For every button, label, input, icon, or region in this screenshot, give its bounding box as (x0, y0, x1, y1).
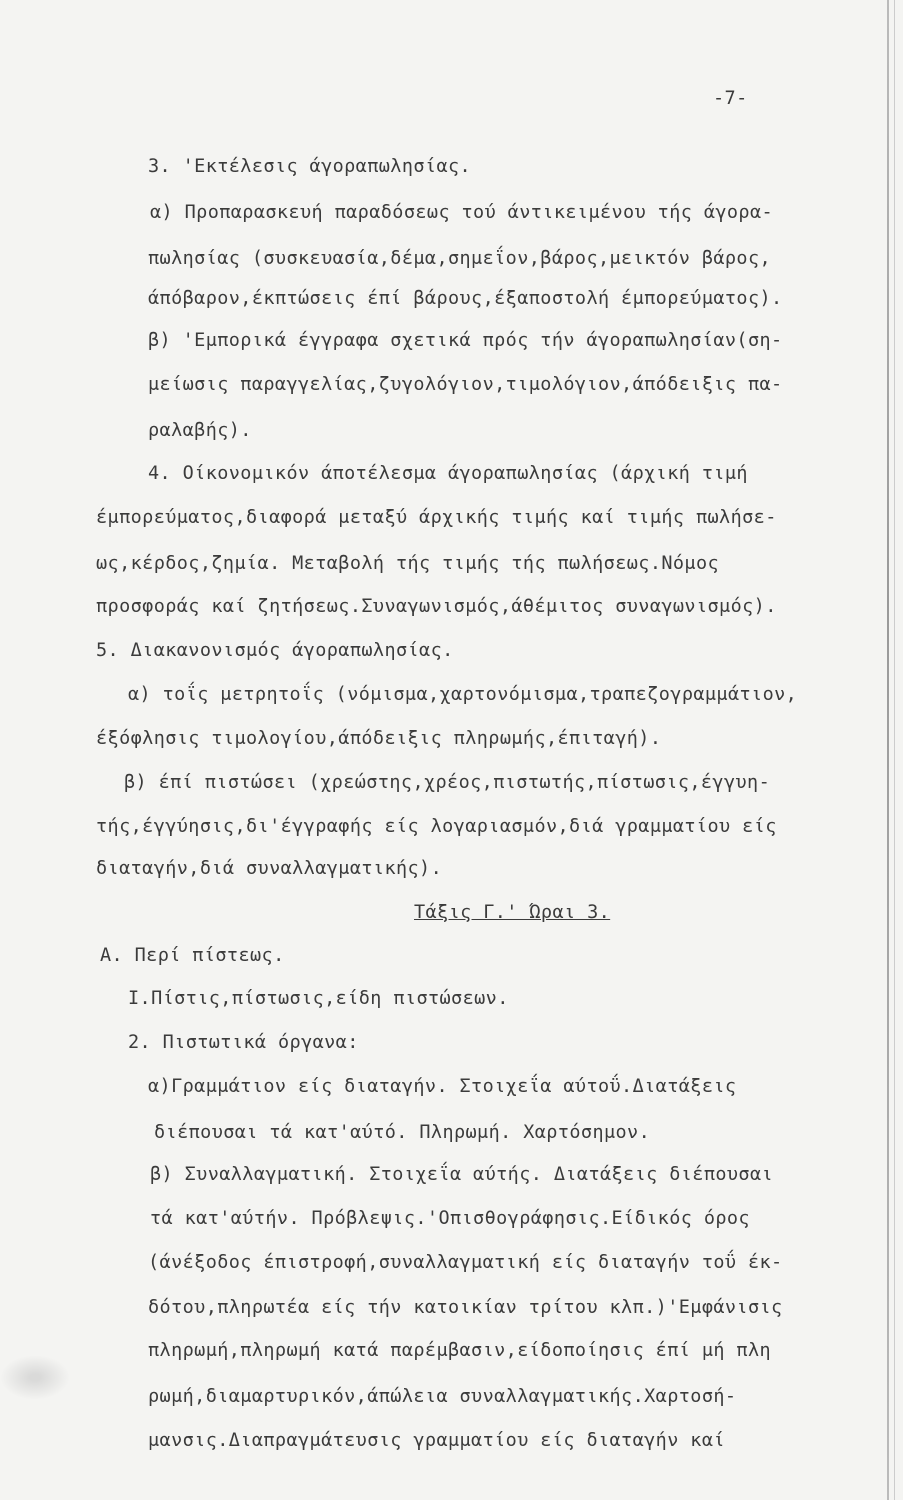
text-line: μείωσις παραγγελίας,ζυγολόγιον,τιμολόγιον,άπόδειξις πα- (148, 374, 783, 395)
text-line: ραλαβής). (148, 420, 252, 441)
text-line: Ι.Πίστις,πίστωσις,είδη πιστώσεων. (128, 988, 509, 1009)
text-line: πληρωμή,πληρωμή κατά παρέμβασιν,είδοποίησις έπί μή πλη (148, 1340, 772, 1361)
section-heading-4: 4. Οίκονομικόν άποτέλεσμα άγοραπωλησίας (άρχική τιμή (148, 463, 748, 484)
text-line: α) Προπαρασκευή παραδόσεως τού άντικειμένου τής άγορα- (150, 202, 774, 223)
scan-smudge (0, 1355, 70, 1400)
text-line: μανσις.Διαπραγμάτευσις γραμματίου είς διαταγήν καί (148, 1430, 725, 1451)
text-line: β) 'Εμπορικά έγγραφα σχετικά πρός τήν άγοραπωλησίαν(ση- (148, 330, 783, 351)
text-line: ρωμή,διαμαρτυρικόν,άπώλεια συναλλαγματικής.Χαρτοσή- (148, 1386, 737, 1407)
section-heading-a: Α. Περί πίστεως. (100, 945, 285, 966)
text-line: α) τοΐς μετρητοΐς (νόμισμα,χαρτονόμισμα,τραπεζογραμμάτιον, (128, 684, 798, 705)
page-edge-line (894, 0, 895, 1500)
page-edge-shadow (887, 0, 889, 1500)
text-line: α)Γραμμάτιον είς διαταγήν. Στοιχεΐα αύτοΰ.Διατάξεις (148, 1076, 737, 1097)
text-line: (άνέξοδος έπιστροφή,συναλλαγματική είς διαταγήν τοΰ έκ- (148, 1252, 783, 1273)
text-line: β) έπί πιστώσει (χρεώστης,χρέος,πιστωτής,πίστωσις,έγγυη- (124, 772, 771, 793)
text-line: έξόφλησις τιμολογίου,άπόδειξις πληρωμής,έπιταγή). (96, 728, 662, 749)
text-line: β) Συναλλαγματική. Στοιχεΐα αύτής. Διατάξεις διέπουσαι (150, 1164, 774, 1185)
text-line: προσφοράς καί ζητήσεως.Συναγωνισμός,άθέμιτος συναγωνισμός). (96, 596, 777, 617)
page-number: -7- (713, 88, 748, 109)
text-line: δότου,πληρωτέα είς τήν κατοικίαν τρίτου κλπ.)'Εμφάνισις (148, 1297, 783, 1318)
text-line: τής,έγγύησις,δι'έγγραφής είς λογαριασμόν,διά γραμματίου είς (96, 816, 777, 837)
text-line: άπόβαρον,έκπτώσεις έπί βάρους,έξαποστολή έμπορεύματος). (148, 288, 783, 309)
text-line: τά κατ'αύτήν. Πρόβλεψις.'Οπισθογράφησις.Είδικός όρος (150, 1208, 750, 1229)
class-heading: Τάξις Γ.' Ώραι 3. (414, 902, 611, 923)
text-line: διέπουσαι τά κατ'αύτό. Πληρωμή. Χαρτόσημον. (154, 1122, 651, 1143)
section-heading-5: 5. Διακανονισμός άγοραπωλησίας. (96, 640, 454, 661)
text-line: διαταγήν,διά συναλλαγματικής). (96, 858, 443, 879)
text-line: ως,κέρδος,ζημία. Μεταβολή τής τιμής τής πωλήσεως.Νόμος (96, 553, 720, 574)
text-line: πωλησίας (συσκευασία,δέμα,σημεΐον,βάρος,μεικτόν βάρος, (148, 248, 772, 269)
text-line: έμπορεύματος,διαφορά μεταξύ άρχικής τιμής καί τιμής πωλήσε- (96, 507, 777, 528)
section-heading-3: 3. 'Εκτέλεσις άγοραπωλησίας. (148, 156, 472, 177)
text-line: 2. Πιστωτικά όργανα: (128, 1032, 359, 1053)
